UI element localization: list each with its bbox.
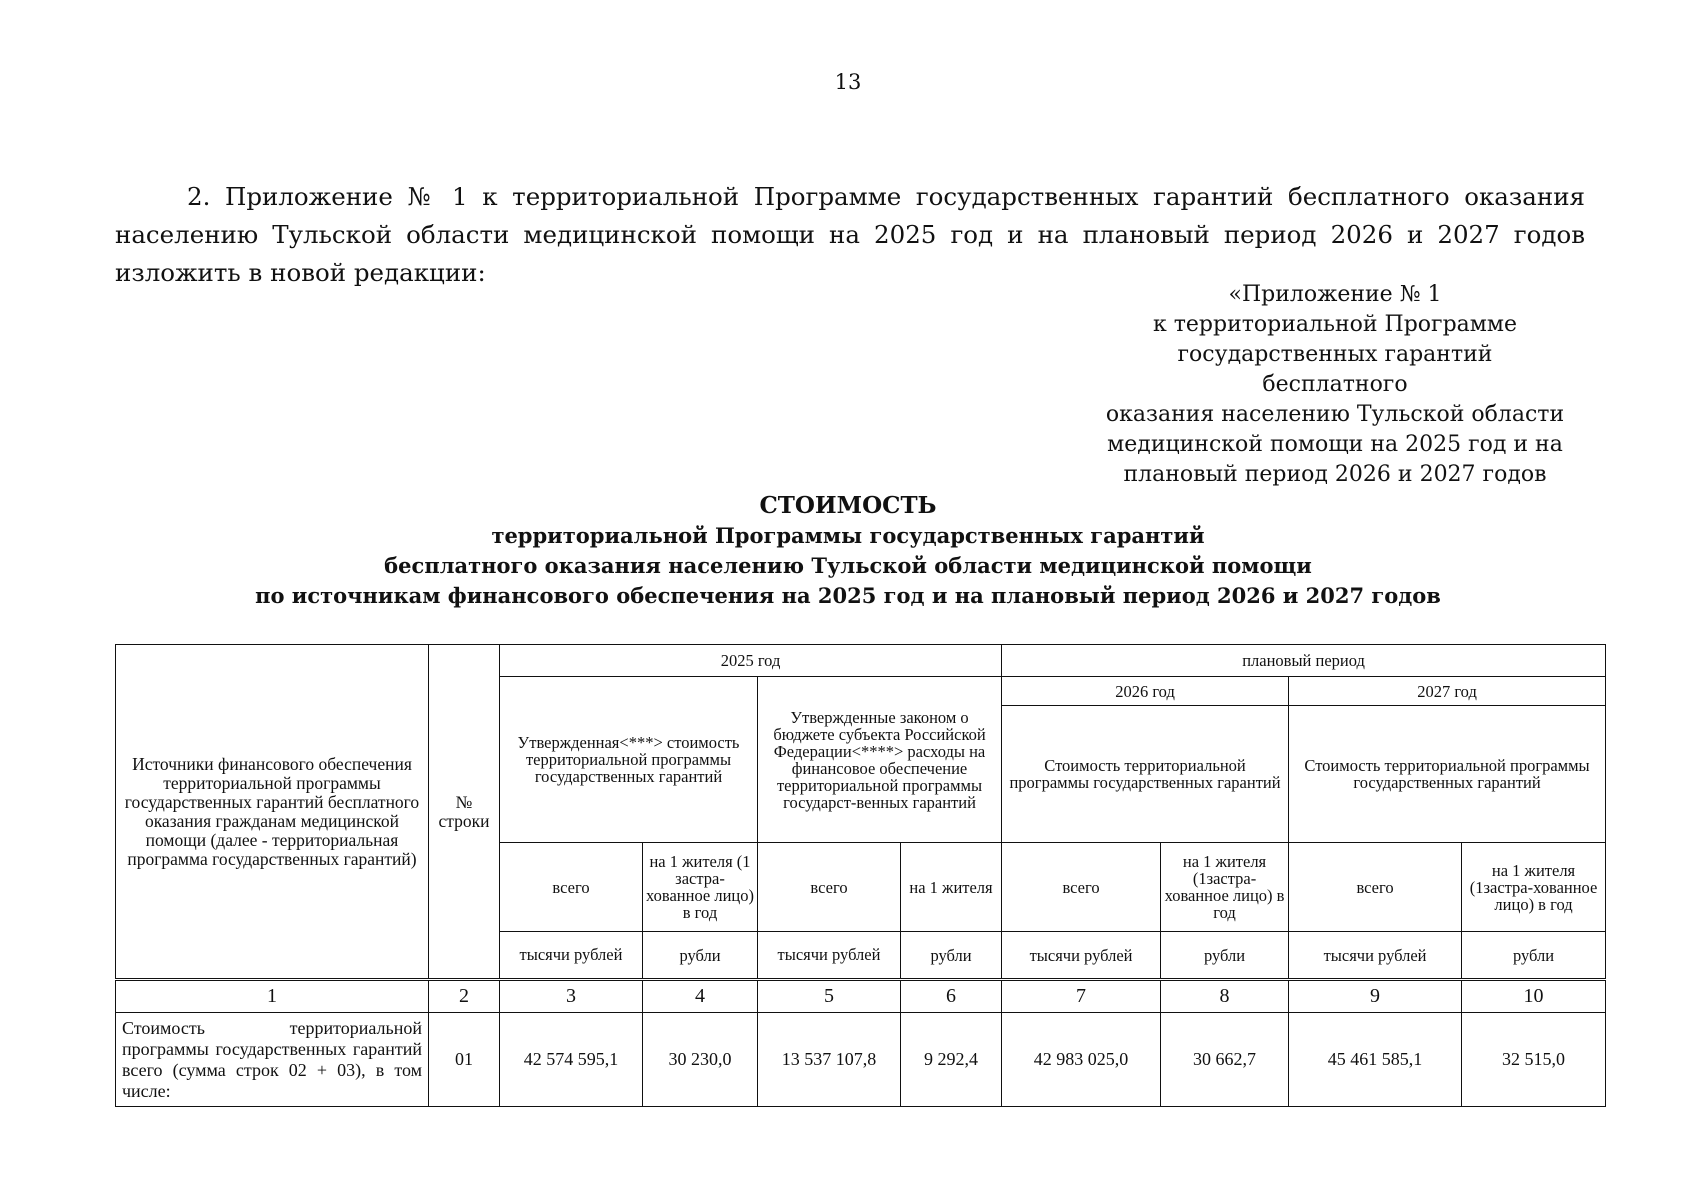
header-total: всего (1289, 843, 1462, 932)
header-unit: тысячи рублей (1002, 932, 1161, 980)
column-number: 3 (500, 980, 643, 1013)
column-number: 6 (901, 980, 1002, 1013)
header-approved-budget: Утвержденные законом о бюджете субъекта Российской Федерации<****> расходы на финансовое обеспечение территориальной программы государст-венных гарантий (758, 677, 1002, 843)
header-unit: рубли (1161, 932, 1289, 980)
intro-paragraph: 2. Приложение № 1 к территориальной Программе государственных гарантий бесплатного оказания населению Тульской области медицинской помощи на 2025 год и на плановый период 2026 и 2027 годов изложить в новой редакции: (115, 182, 1585, 287)
header-sources: Источники финансового обеспечения территориальной программы государственных гарантий бесплатного оказания гражданам медицинской помощи (далее - территориальная программа государственных гарантий) (116, 645, 429, 980)
document-title (0, 491, 1696, 611)
row-value: 32 515,0 (1462, 1013, 1606, 1107)
header-per-resident: на 1 жителя (1застра-хованное лицо) в год (1161, 843, 1289, 932)
header-unit: тысячи рублей (758, 932, 901, 980)
column-number: 9 (1289, 980, 1462, 1013)
appendix-reference (1105, 280, 1565, 490)
column-number: 1 (116, 980, 429, 1013)
row-label: Стоимость территориальной программы государственных гарантий всего (сумма строк 02 + 03), в том числе: (116, 1013, 429, 1107)
header-year-2026: 2026 год (1002, 677, 1289, 706)
column-number: 7 (1002, 980, 1161, 1013)
cost-table (115, 644, 1606, 1107)
row-value: 9 292,4 (901, 1013, 1002, 1107)
page-number: 13 (834, 70, 862, 94)
header-total: всего (758, 843, 901, 932)
header-cost-2027: Стоимость территориальной программы государственных гарантий (1289, 706, 1606, 843)
row-value: 45 461 585,1 (1289, 1013, 1462, 1107)
header-year-2025: 2025 год (500, 645, 1002, 677)
column-number: 4 (643, 980, 758, 1013)
title-line: по источникам финансового обеспечения на 2025 год и на плановый период 2026 и 2027 годов (255, 583, 1441, 608)
column-number: 8 (1161, 980, 1289, 1013)
appendix-ref-line: государственных гарантий бесплатного (1177, 342, 1493, 397)
table-row (116, 1013, 1606, 1107)
header-per-resident: на 1 жителя (1 застра-хованное лицо) в год (643, 843, 758, 932)
header-unit: рубли (1462, 932, 1606, 980)
header-approved-cost: Утвержденная<***> стоимость территориальной программы государственных гарантий (500, 677, 758, 843)
row-value: 42 574 595,1 (500, 1013, 643, 1107)
appendix-ref-line: оказания населению Тульской области (1105, 402, 1565, 427)
row-value: 30 230,0 (643, 1013, 758, 1107)
appendix-ref-line: плановый период 2026 и 2027 годов (1123, 462, 1547, 487)
appendix-ref-line: медицинской помощи на 2025 год и на (1107, 432, 1563, 457)
column-number: 5 (758, 980, 901, 1013)
header-per-resident: на 1 жителя (1застра-хованное лицо) в год (1462, 843, 1606, 932)
row-value: 42 983 025,0 (1002, 1013, 1161, 1107)
column-number: 2 (429, 980, 500, 1013)
appendix-ref-line: к территориальной Программе (1152, 312, 1518, 337)
row-value: 13 537 107,8 (758, 1013, 901, 1107)
header-cost-2026: Стоимость территориальной программы государственных гарантий (1002, 706, 1289, 843)
title-main: СТОИМОСТЬ (759, 492, 937, 519)
column-numbers-row (116, 980, 1606, 1013)
title-line: бесплатного оказания населению Тульской области медицинской помощи (384, 553, 1312, 578)
header-row-no: № строки (429, 645, 500, 980)
header-total: всего (500, 843, 643, 932)
column-number: 10 (1462, 980, 1606, 1013)
header-unit: тысячи рублей (1289, 932, 1462, 980)
header-unit: рубли (643, 932, 758, 980)
row-value: 30 662,7 (1161, 1013, 1289, 1107)
header-planning-period: плановый период (1002, 645, 1606, 677)
header-per-resident: на 1 жителя (901, 843, 1002, 932)
row-number: 01 (429, 1013, 500, 1107)
header-year-2027: 2027 год (1289, 677, 1606, 706)
header-unit: рубли (901, 932, 1002, 980)
header-total: всего (1002, 843, 1161, 932)
appendix-ref-line: «Приложение № 1 (1228, 282, 1442, 307)
header-unit: тысячи рублей (500, 932, 643, 980)
title-line: территориальной Программы государственных гарантий (491, 523, 1205, 548)
